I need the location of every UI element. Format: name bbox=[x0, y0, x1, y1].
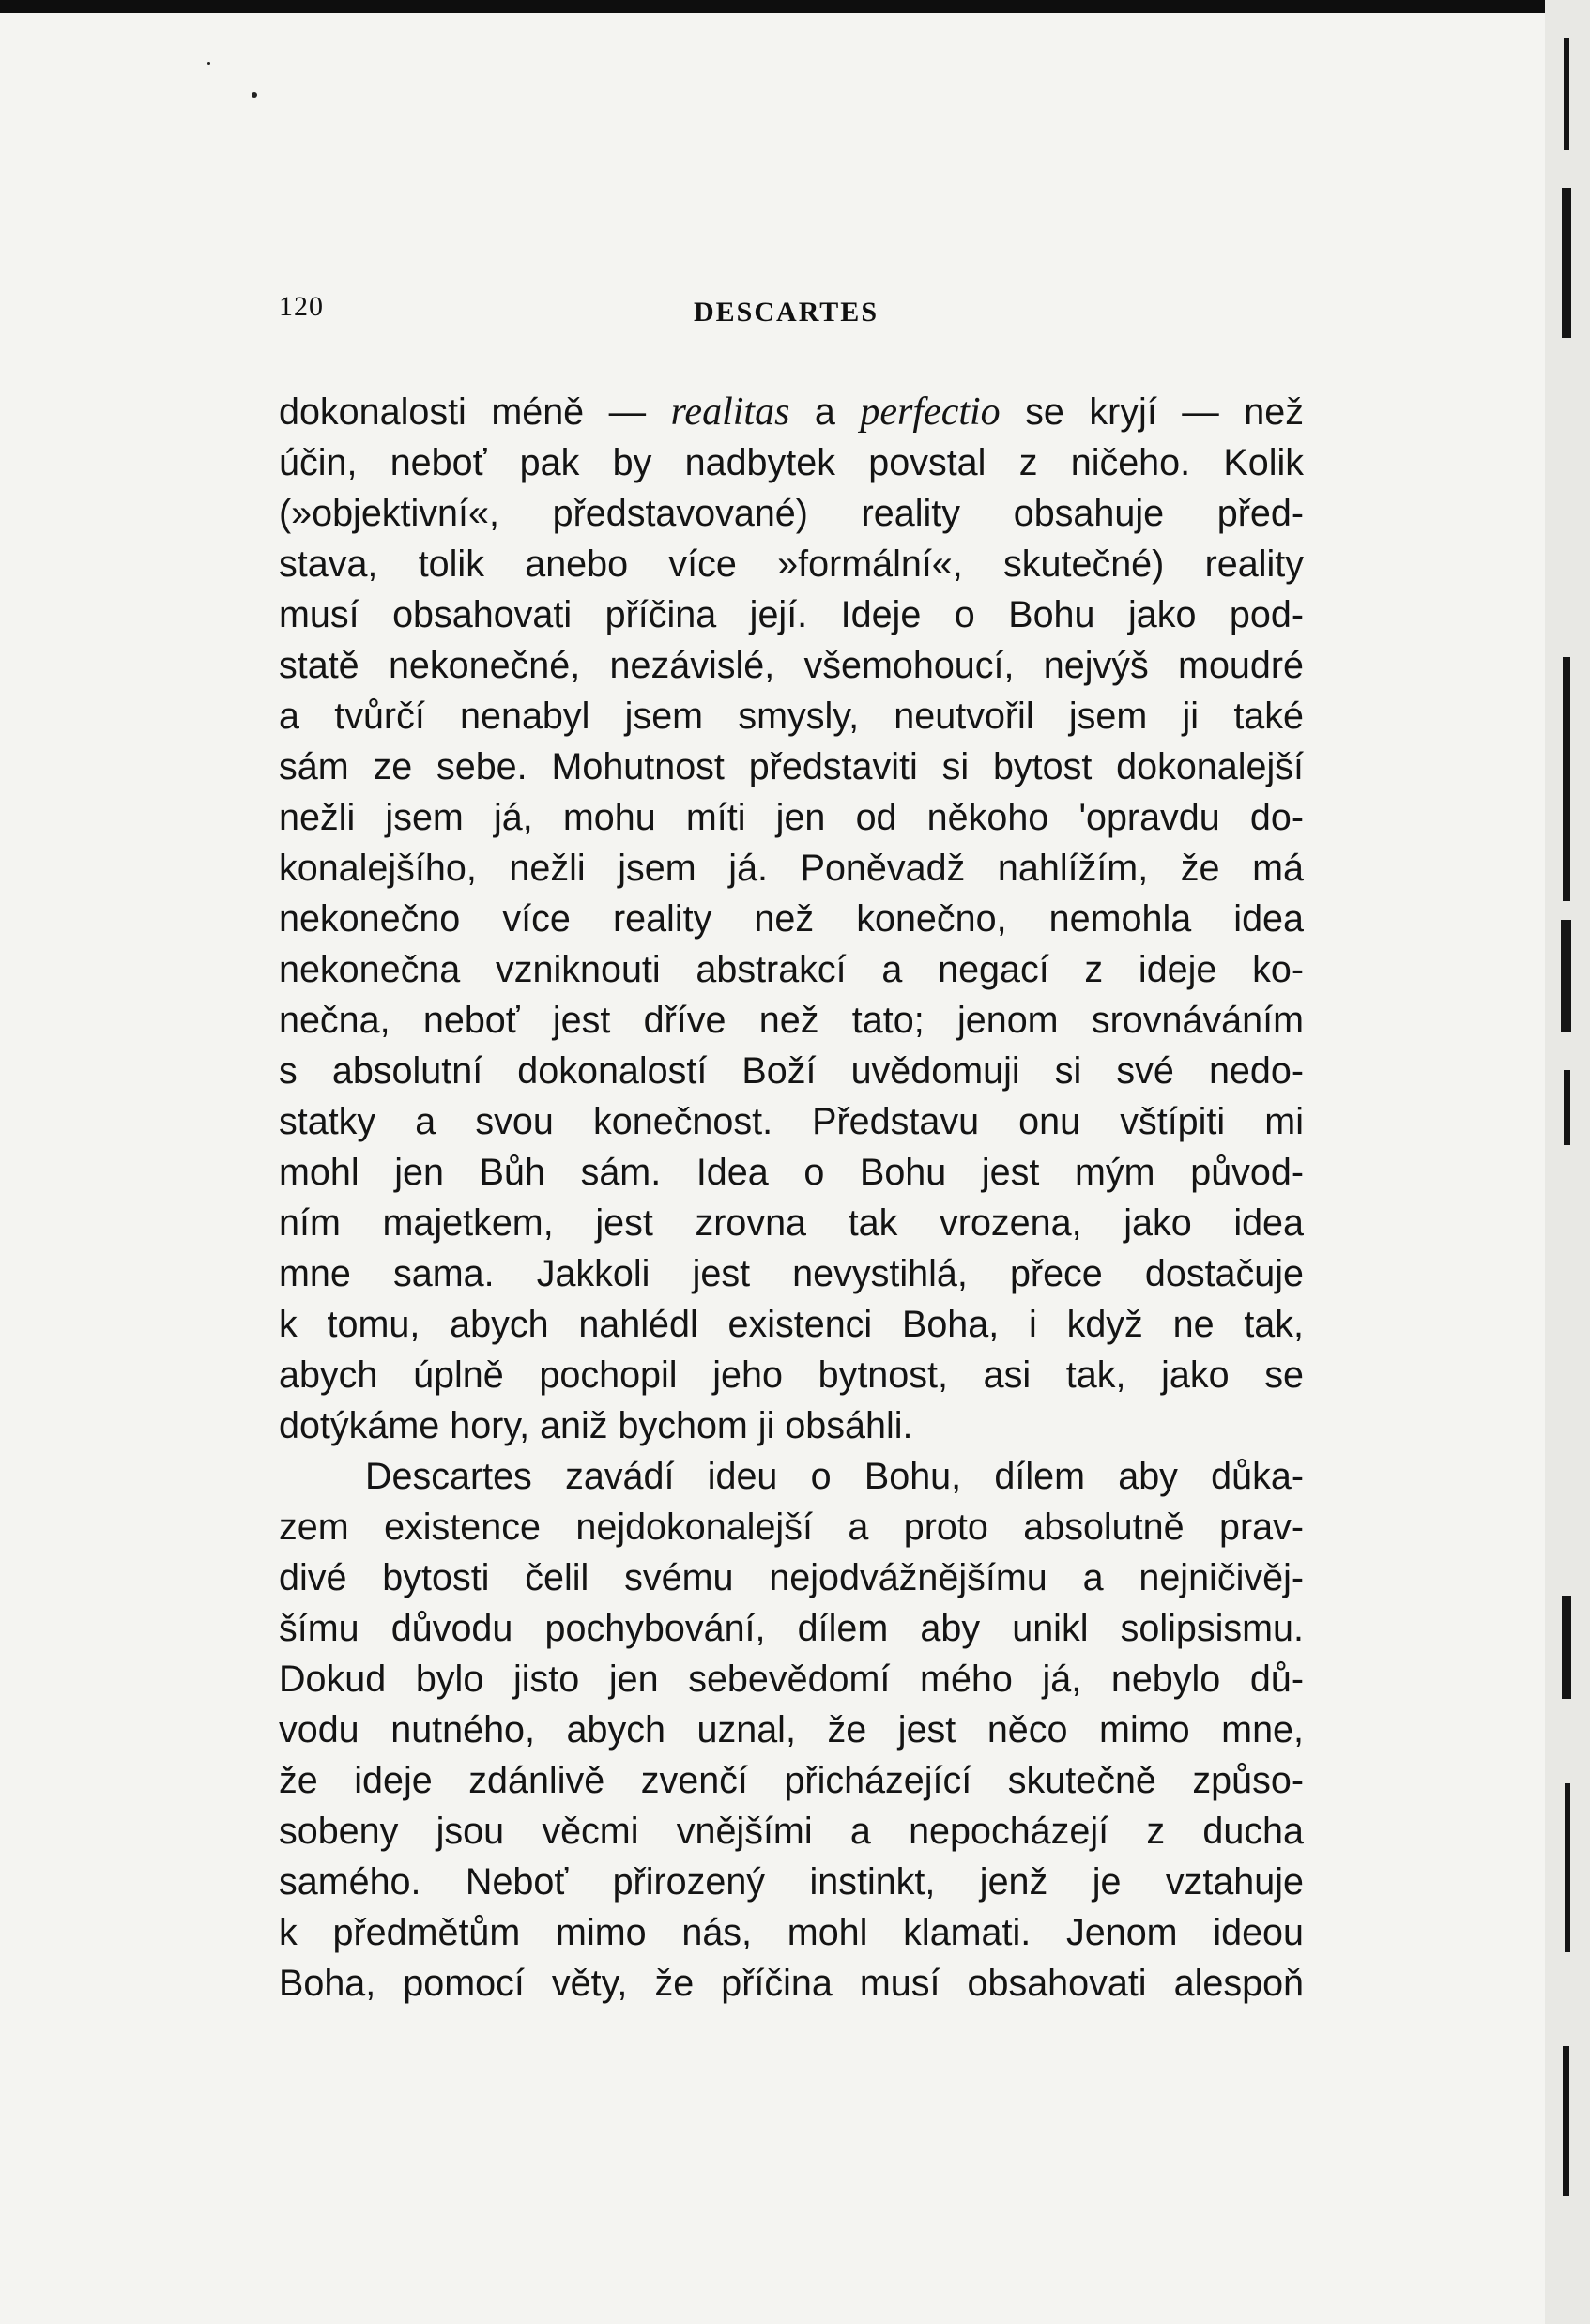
binding-mark bbox=[1562, 188, 1571, 338]
text-segment: abych úplně pochopil jeho bytnost, asi tak, jako se bbox=[279, 1354, 1304, 1396]
binding-mark bbox=[1563, 2046, 1569, 2196]
text-segment: Descartes zavádí ideu o Bohu, dílem aby důka- bbox=[365, 1456, 1304, 1497]
text-line bbox=[279, 1502, 1304, 1552]
text-line bbox=[279, 691, 1304, 742]
page-header bbox=[279, 291, 1311, 338]
binding-mark bbox=[1564, 38, 1569, 150]
text-line bbox=[279, 1147, 1304, 1198]
binding-mark bbox=[1564, 1070, 1570, 1145]
binding-mark bbox=[1563, 657, 1570, 901]
text-line bbox=[279, 1958, 1304, 2009]
text-line bbox=[279, 1248, 1304, 1299]
text-line bbox=[279, 894, 1304, 944]
binding-mark bbox=[1565, 1783, 1570, 1952]
text-line bbox=[279, 1299, 1304, 1350]
text-segment: stava, tolik anebo více »formální«, skutečné) reality bbox=[279, 543, 1304, 585]
text-line bbox=[279, 1400, 1304, 1451]
text-segment: účin, neboť pak by nadbytek povstal z ničeho. Kolik bbox=[279, 442, 1304, 483]
text-line bbox=[279, 387, 1304, 437]
text-segment: k předmětům mimo nás, mohl klamati. Jenom ideou bbox=[279, 1912, 1304, 1953]
text-line bbox=[279, 1907, 1304, 1958]
text-line bbox=[279, 1096, 1304, 1147]
text-line bbox=[279, 792, 1304, 843]
text-segment: nekonečna vzniknouti abstrakcí a negací z ideje ko- bbox=[279, 949, 1304, 990]
text-line bbox=[279, 944, 1304, 995]
text-segment: že ideje zdánlivě zvenčí přicházející skutečně způso- bbox=[279, 1760, 1304, 1801]
body-text bbox=[279, 387, 1304, 2009]
text-line bbox=[279, 640, 1304, 691]
text-line bbox=[279, 539, 1304, 589]
text-segment: statky a svou konečnost. Představu onu vštípiti mi bbox=[279, 1101, 1304, 1142]
print-speck bbox=[207, 62, 210, 65]
book-page bbox=[0, 13, 1545, 2324]
text-segment: konalejšího, nežli jsem já. Poněvadž nahlížím, že má bbox=[279, 848, 1304, 889]
text-segment: musí obsahovati příčina její. Ideje o Bohu jako pod- bbox=[279, 594, 1304, 635]
text-segment: samého. Neboť přirozený instinkt, jenž je vztahuje bbox=[279, 1861, 1304, 1903]
text-segment: nekonečno více reality než konečno, nemohla idea bbox=[279, 898, 1304, 940]
text-line bbox=[279, 1046, 1304, 1096]
binding-mark bbox=[1561, 920, 1571, 1032]
text-line bbox=[279, 1198, 1304, 1248]
text-line bbox=[279, 589, 1304, 640]
text-line bbox=[279, 995, 1304, 1046]
text-segment: (»objektivní«, představované) reality obsahuje před- bbox=[279, 493, 1304, 534]
text-line bbox=[279, 1755, 1304, 1806]
text-line bbox=[279, 1806, 1304, 1857]
text-segment: ním majetkem, jest zrovna tak vrozena, jako idea bbox=[279, 1202, 1304, 1244]
text-segment: a tvůrčí nenabyl jsem smysly, neutvořil jsem ji také bbox=[279, 696, 1304, 737]
page-number: 120 bbox=[279, 291, 324, 322]
print-speck bbox=[252, 92, 257, 98]
text-segment: s absolutní dokonalostí Boží uvědomuji si své nedo- bbox=[279, 1050, 1304, 1092]
text-segment: Dokud bylo jisto jen sebevědomí mého já, nebylo dů- bbox=[279, 1659, 1304, 1700]
text-segment: perfectio bbox=[860, 390, 1001, 434]
text-line bbox=[279, 1857, 1304, 1907]
page-edge-shadow bbox=[1545, 0, 1590, 2324]
running-title: DESCARTES bbox=[694, 297, 879, 328]
text-segment: mohl jen Bůh sám. Idea o Bohu jest mým původ- bbox=[279, 1152, 1304, 1193]
text-line bbox=[279, 1705, 1304, 1755]
text-segment: se kryjí — než bbox=[1000, 391, 1304, 433]
text-line bbox=[279, 843, 1304, 894]
text-segment: dotýkáme hory, aniž bychom ji obsáhli. bbox=[279, 1405, 913, 1446]
text-segment: dokonalosti méně — bbox=[279, 391, 671, 433]
text-segment: nežli jsem já, mohu míti jen od někoho 'opravdu do- bbox=[279, 797, 1304, 838]
text-line bbox=[279, 1451, 1304, 1502]
text-segment: realitas bbox=[670, 390, 790, 434]
text-segment: Boha, pomocí věty, že příčina musí obsahovati alespoň bbox=[279, 1963, 1304, 2004]
binding-mark bbox=[1562, 1596, 1571, 1699]
text-line bbox=[279, 1350, 1304, 1400]
text-segment: k tomu, abych nahlédl existenci Boha, i když ne tak, bbox=[279, 1304, 1304, 1345]
text-segment: vodu nutného, abych uznal, že jest něco mimo mne, bbox=[279, 1709, 1304, 1751]
text-segment: sobeny jsou věcmi vnějšími a nepocházejí z ducha bbox=[279, 1811, 1304, 1852]
text-segment: divé bytosti čelil svému nejodvážnějšímu a nejničivěj- bbox=[279, 1557, 1304, 1598]
text-segment: sám ze sebe. Mohutnost představiti si bytost dokonalejší bbox=[279, 746, 1304, 787]
text-line bbox=[279, 488, 1304, 539]
text-line bbox=[279, 1603, 1304, 1654]
text-line bbox=[279, 1552, 1304, 1603]
text-segment: mne sama. Jakkoli jest nevystihlá, přece dostačuje bbox=[279, 1253, 1304, 1294]
text-segment: nečna, neboť jest dříve než tato; jenom srovnáváním bbox=[279, 1000, 1304, 1041]
text-segment: zem existence nejdokonalejší a proto absolutně prav- bbox=[279, 1506, 1304, 1548]
text-line bbox=[279, 437, 1304, 488]
text-line bbox=[279, 1654, 1304, 1705]
text-line bbox=[279, 742, 1304, 792]
text-segment: statě nekonečné, nezávislé, všemohoucí, nejvýš moudré bbox=[279, 645, 1304, 686]
text-segment: a bbox=[789, 391, 861, 433]
text-segment: šímu důvodu pochybování, dílem aby unikl solipsismu. bbox=[279, 1608, 1304, 1649]
